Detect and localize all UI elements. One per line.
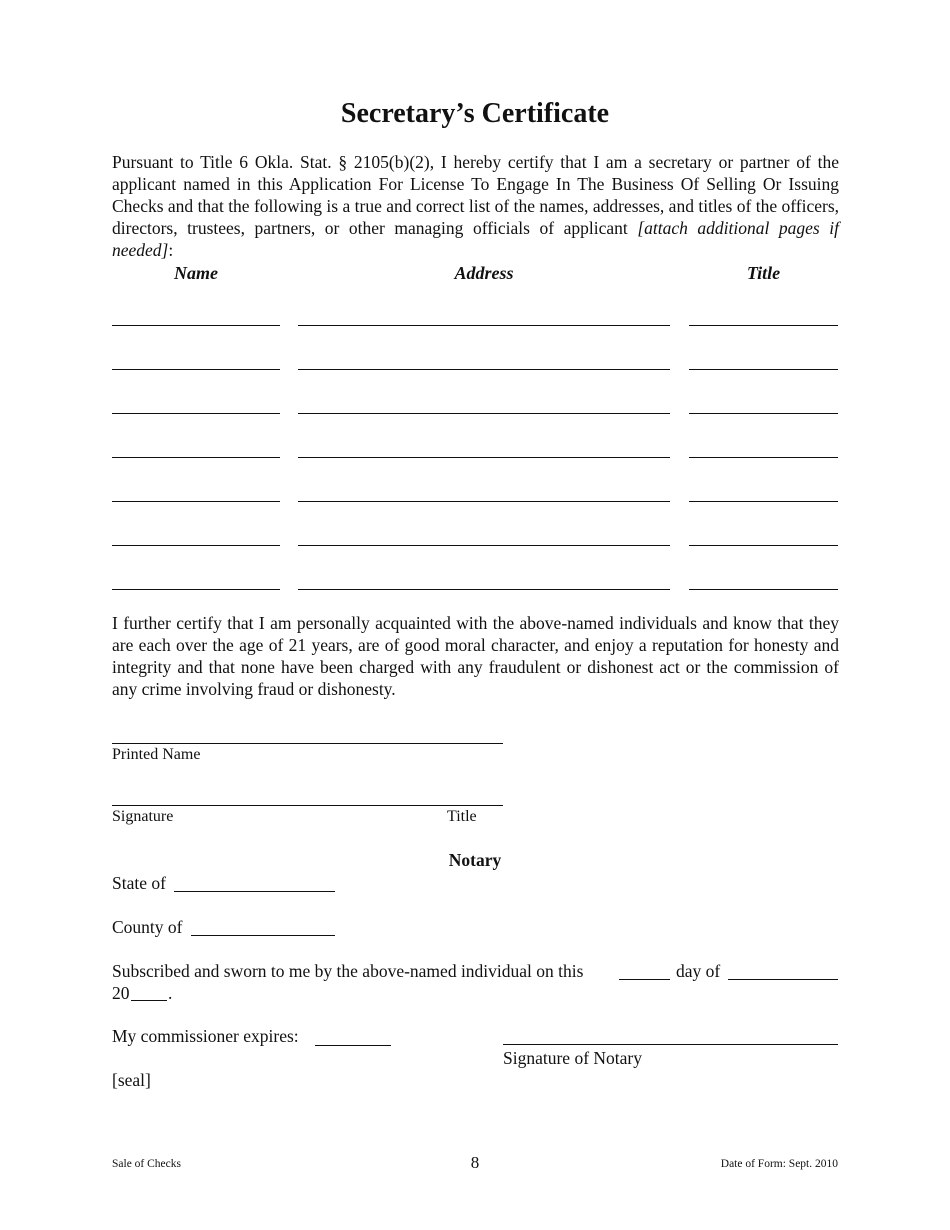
officer-name-field[interactable] — [112, 437, 280, 458]
officer-address-field[interactable] — [298, 569, 670, 590]
officer-title-field[interactable] — [689, 481, 838, 502]
officer-title-field[interactable] — [689, 349, 838, 370]
officer-address-field[interactable] — [298, 349, 670, 370]
year-suffix: . — [168, 983, 173, 1003]
intro-paragraph — [112, 151, 839, 261]
further-certify-paragraph: I further certify that I am personally acquainted with the above-named individuals and know that they are each over the age of 21 years, are of good moral character, and enjoy a reputation for honesty and integrity and that none have been charged with any fraudulent or dishonest act or the commission of any crime involving fraud or dishonesty. — [112, 613, 839, 699]
officer-name-field[interactable] — [112, 569, 280, 590]
officer-name-field[interactable] — [112, 349, 280, 370]
printed-name-label: Printed Name — [112, 746, 201, 763]
year-field[interactable] — [131, 1000, 167, 1001]
officer-title-field[interactable] — [689, 305, 838, 326]
commission-label: My commissioner expires: — [112, 1026, 299, 1046]
officer-title-field[interactable] — [689, 393, 838, 414]
county-field[interactable] — [191, 935, 335, 936]
county-label: County of — [112, 917, 183, 937]
signature-line[interactable] — [112, 805, 503, 806]
intro-text: Pursuant to Title 6 Okla. Stat. § 2105(b)(2), I hereby certify that I am a secretary or partner of the applicant named in this Application For License To Engage In The Business Of Selling Or Issuing Checks and that the following is a true and correct list of the names, addresses, and titles of the officers, directors, trustees, partners, or other managing officials of applicant — [112, 152, 839, 238]
officer-address-field[interactable] — [298, 437, 670, 458]
seal-placeholder: [seal] — [112, 1070, 151, 1090]
officer-title-field[interactable] — [689, 437, 838, 458]
officer-name-field[interactable] — [112, 393, 280, 414]
officer-name-field[interactable] — [112, 525, 280, 546]
printed-name-line[interactable] — [112, 743, 503, 744]
officer-address-field[interactable] — [298, 393, 670, 414]
commission-field[interactable] — [315, 1045, 391, 1046]
column-header-name: Name — [174, 263, 218, 283]
officer-name-field[interactable] — [112, 305, 280, 326]
notary-heading: Notary — [448, 850, 502, 870]
intro-text-end: : — [168, 240, 174, 260]
column-header-title: Title — [746, 263, 781, 283]
officer-address-field[interactable] — [298, 305, 670, 326]
day-field[interactable] — [619, 979, 670, 980]
column-header-address: Address — [454, 263, 514, 283]
subscribed-text: Subscribed and sworn to me by the above-named individual on this — [112, 961, 584, 981]
officer-title-field[interactable] — [689, 569, 838, 590]
month-field[interactable] — [728, 979, 838, 980]
page-title: Secretary’s Certificate — [340, 98, 610, 129]
day-of-label: day of — [676, 961, 721, 981]
officer-title-field[interactable] — [689, 525, 838, 546]
footer-left: Sale of Checks — [112, 1158, 181, 1170]
officer-address-field[interactable] — [298, 525, 670, 546]
notary-signature-line[interactable] — [503, 1044, 838, 1045]
year-prefix: 20 — [112, 983, 130, 1003]
signature-label: Signature — [112, 808, 174, 825]
notary-signature-label: Signature of Notary — [503, 1048, 642, 1068]
footer-right: Date of Form: Sept. 2010 — [720, 1158, 838, 1170]
title-label: Title — [447, 808, 477, 825]
page-number: 8 — [470, 1153, 480, 1172]
intro-italic-note: [attach additional pages if needed] — [112, 218, 839, 260]
officer-address-field[interactable] — [298, 481, 670, 502]
state-label: State of — [112, 873, 166, 893]
state-field[interactable] — [174, 891, 335, 892]
officer-name-field[interactable] — [112, 481, 280, 502]
